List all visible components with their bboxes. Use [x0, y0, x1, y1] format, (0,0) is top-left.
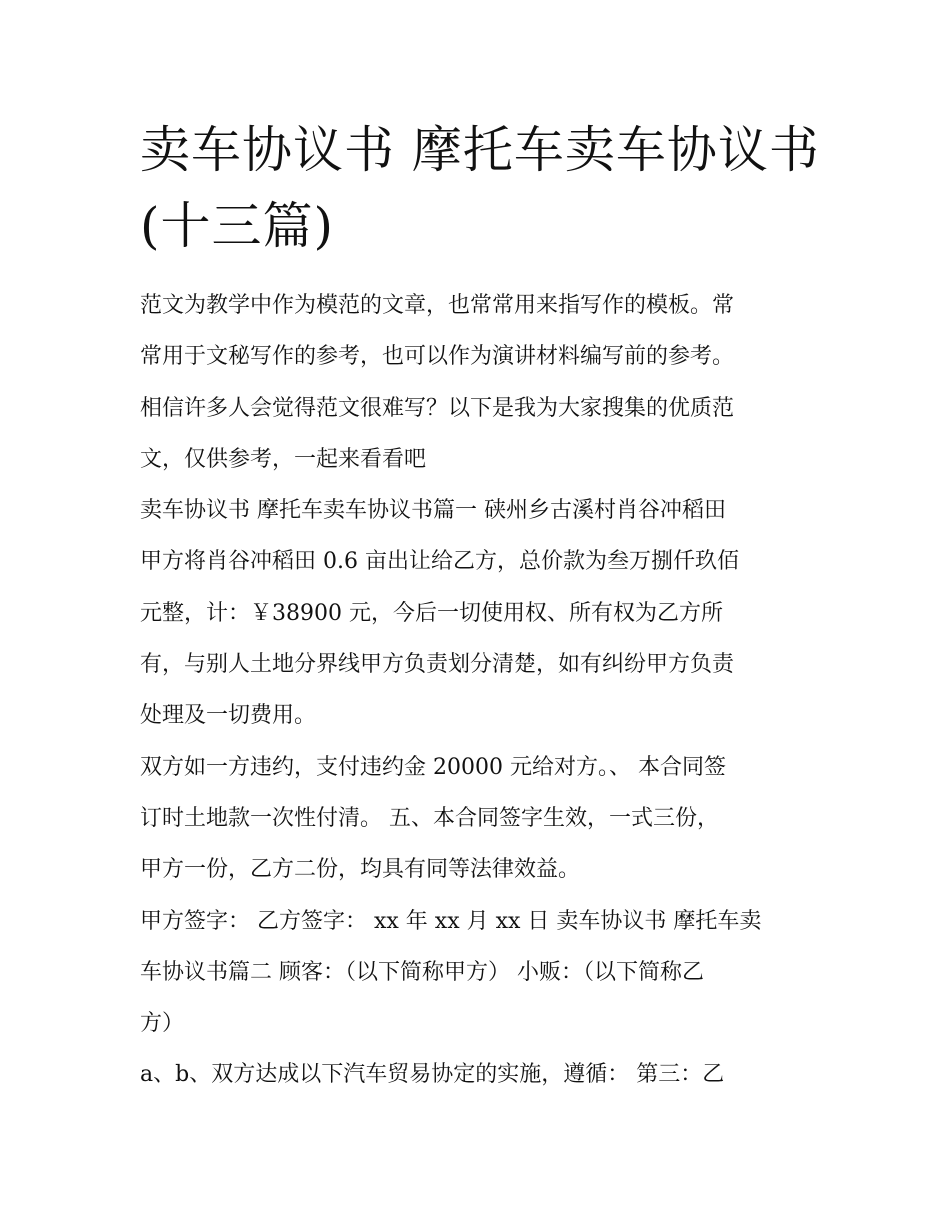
body-line: 甲方将肖谷冲稻田 0.6 亩出让给乙方，总价款为叁万捌仟玖佰: [140, 549, 739, 575]
body-line: 文，仅供参考，一起来看看吧: [140, 446, 427, 472]
body-line: 元整，计：￥38900 元，今后一切使用权、所有权为乙方所: [140, 600, 723, 626]
body-line: 处理及一切费用。: [140, 703, 317, 729]
body-line: 有，与别人土地分界线甲方负责划分清楚，如有纠纷甲方负责: [140, 652, 735, 678]
title-line-2: (十三篇): [140, 197, 335, 255]
body-line: 范文为教学中作为模范的文章，也常常用来指写作的模板。常: [140, 293, 735, 318]
body-line: 相信许多人会觉得范文很难写？以下是我为大家搜集的优质范: [140, 395, 735, 421]
body-line: 方）: [140, 1011, 185, 1037]
document-body: [140, 280, 820, 1101]
body-line: 卖车协议书 摩托车卖车协议书篇一 硖州乡古溪村肖谷冲稻田: [140, 498, 726, 524]
body-line: 双方如一方违约，支付违约金 20000 元给对方。、 本合同签: [140, 754, 726, 780]
body-line: 甲方签字： 乙方签字： xx 年 xx 月 xx 日 卖车协议书 摩托车卖: [140, 908, 762, 934]
body-line: 常用于文秘写作的参考，也可以作为演讲材料编写前的参考。: [140, 344, 735, 370]
body-line: 订时土地款一次性付清。 五、本合同签字生效，一式三份，: [140, 805, 719, 831]
document-title: [140, 112, 820, 264]
body-line: 甲方一份，乙方二份，均具有同等法律效益。: [140, 857, 581, 883]
title-line-1: 卖车协议书 摩托车卖车协议书: [140, 121, 820, 179]
body-line: 车协议书篇二 顾客：（以下简称甲方） 小贩：（以下简称乙: [140, 959, 704, 985]
body-line: a、b、双方达成以下汽车贸易协定的实施，遵循： 第三：乙: [140, 1062, 725, 1088]
